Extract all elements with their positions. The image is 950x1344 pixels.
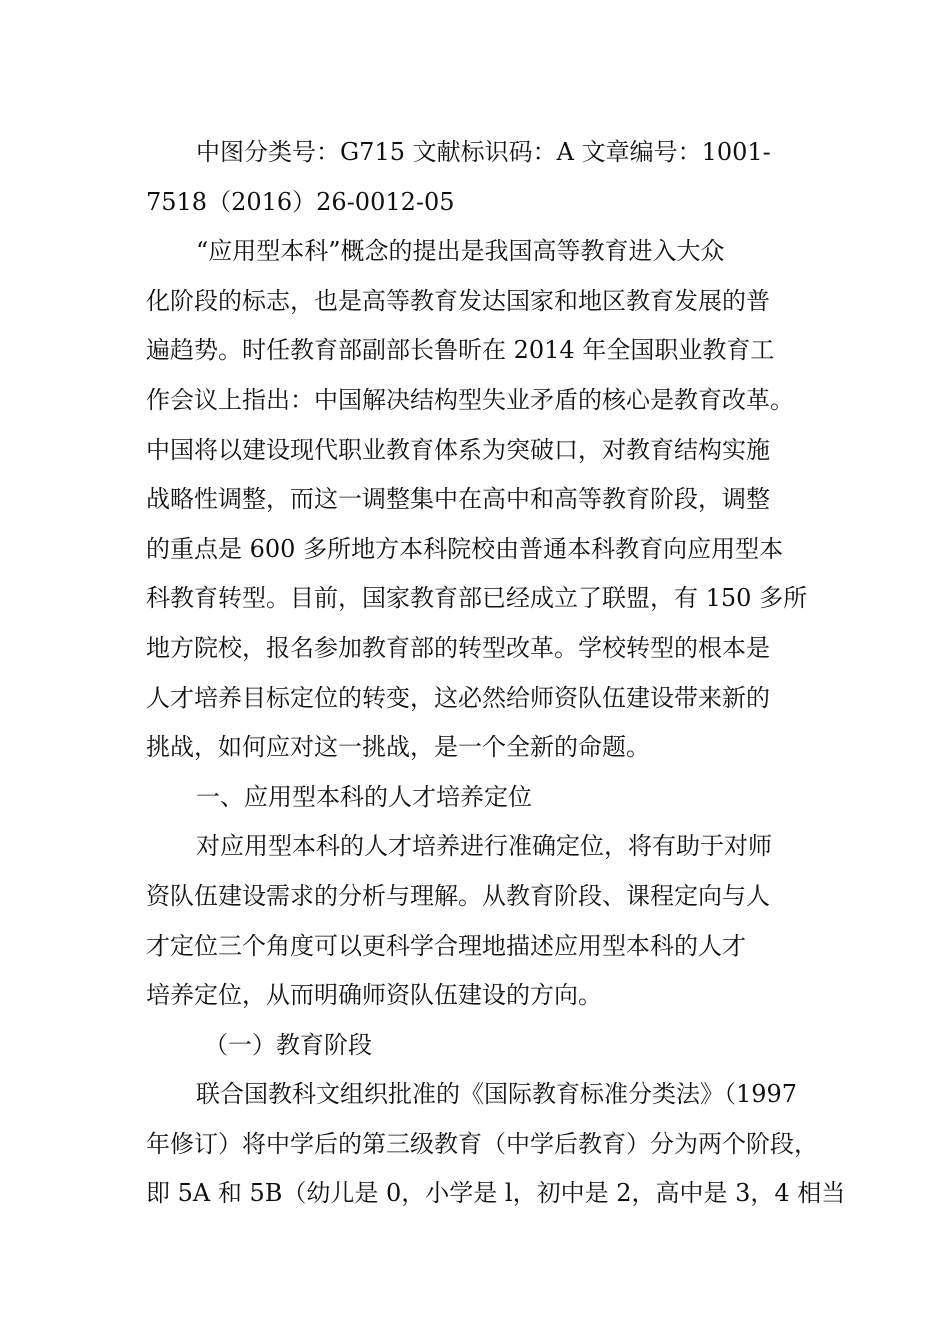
paragraph-line: 地方院校，报名参加教育部的转型改革。学校转型的根本是 xyxy=(146,633,770,662)
paragraph-line: 联合国教科文组织批准的《国际教育标准分类法》（1997 xyxy=(196,1080,798,1109)
classification-line: 中图分类号：G715 文献标识码：A 文章编号：1001- xyxy=(196,138,771,166)
paragraph-line: 遍趋势。时任教育部副部长鲁昕在 2014 年全国职业教育工 xyxy=(146,336,775,365)
paragraph-line: 年修订）将中学后的第三级教育（中学后教育）分为两个阶段， xyxy=(146,1129,818,1158)
paragraph-line: 战略性调整，而这一调整集中在高中和高等教育阶段，调整 xyxy=(146,485,770,514)
paragraph-line: 即 5A 和 5B（幼儿是 0，小学是 l，初中是 2，高中是 3，4 相当 xyxy=(146,1179,846,1208)
paragraph-line: 培养定位，从而明确师资队伍建设的方向。 xyxy=(146,981,602,1010)
paragraph-line: 对应用型本科的人才培养进行准确定位，将有助于对师 xyxy=(196,832,772,861)
paragraph-line: 的重点是 600 多所地方本科院校由普通本科教育向应用型本 xyxy=(146,534,784,563)
paragraph-line: 作会议上指出：中国解决结构型失业矛盾的核心是教育改革。 xyxy=(146,385,794,414)
paragraph-line: 科教育转型。目前，国家教育部已经成立了联盟，有 150 多所 xyxy=(146,584,808,613)
paragraph-line: 资队伍建设需求的分析与理解。从教育阶段、课程定向与人 xyxy=(146,881,770,910)
paragraph-line: 化阶段的标志，也是高等教育发达国家和地区教育发展的普 xyxy=(146,286,770,315)
section-heading: 一、应用型本科的人才培养定位 xyxy=(196,782,532,811)
paragraph-line: 人才培养目标定位的转变，这必然给师资队伍建设带来新的 xyxy=(146,683,770,712)
classification-line-cont: 7518（2016）26-0012-05 xyxy=(146,187,455,216)
paragraph-line: 中国将以建设现代职业教育体系为突破口，对教育结构实施 xyxy=(146,435,770,464)
paragraph-line: “应用型本科”概念的提出是我国高等教育进入大众 xyxy=(196,237,725,266)
paragraph-line: 才定位三个角度可以更科学合理地描述应用型本科的人才 xyxy=(146,931,746,960)
paragraph-line: 挑战，如何应对这一挑战，是一个全新的命题。 xyxy=(146,733,650,762)
article-body xyxy=(146,128,846,1219)
subsection-heading: （一）教育阶段 xyxy=(204,1030,372,1059)
